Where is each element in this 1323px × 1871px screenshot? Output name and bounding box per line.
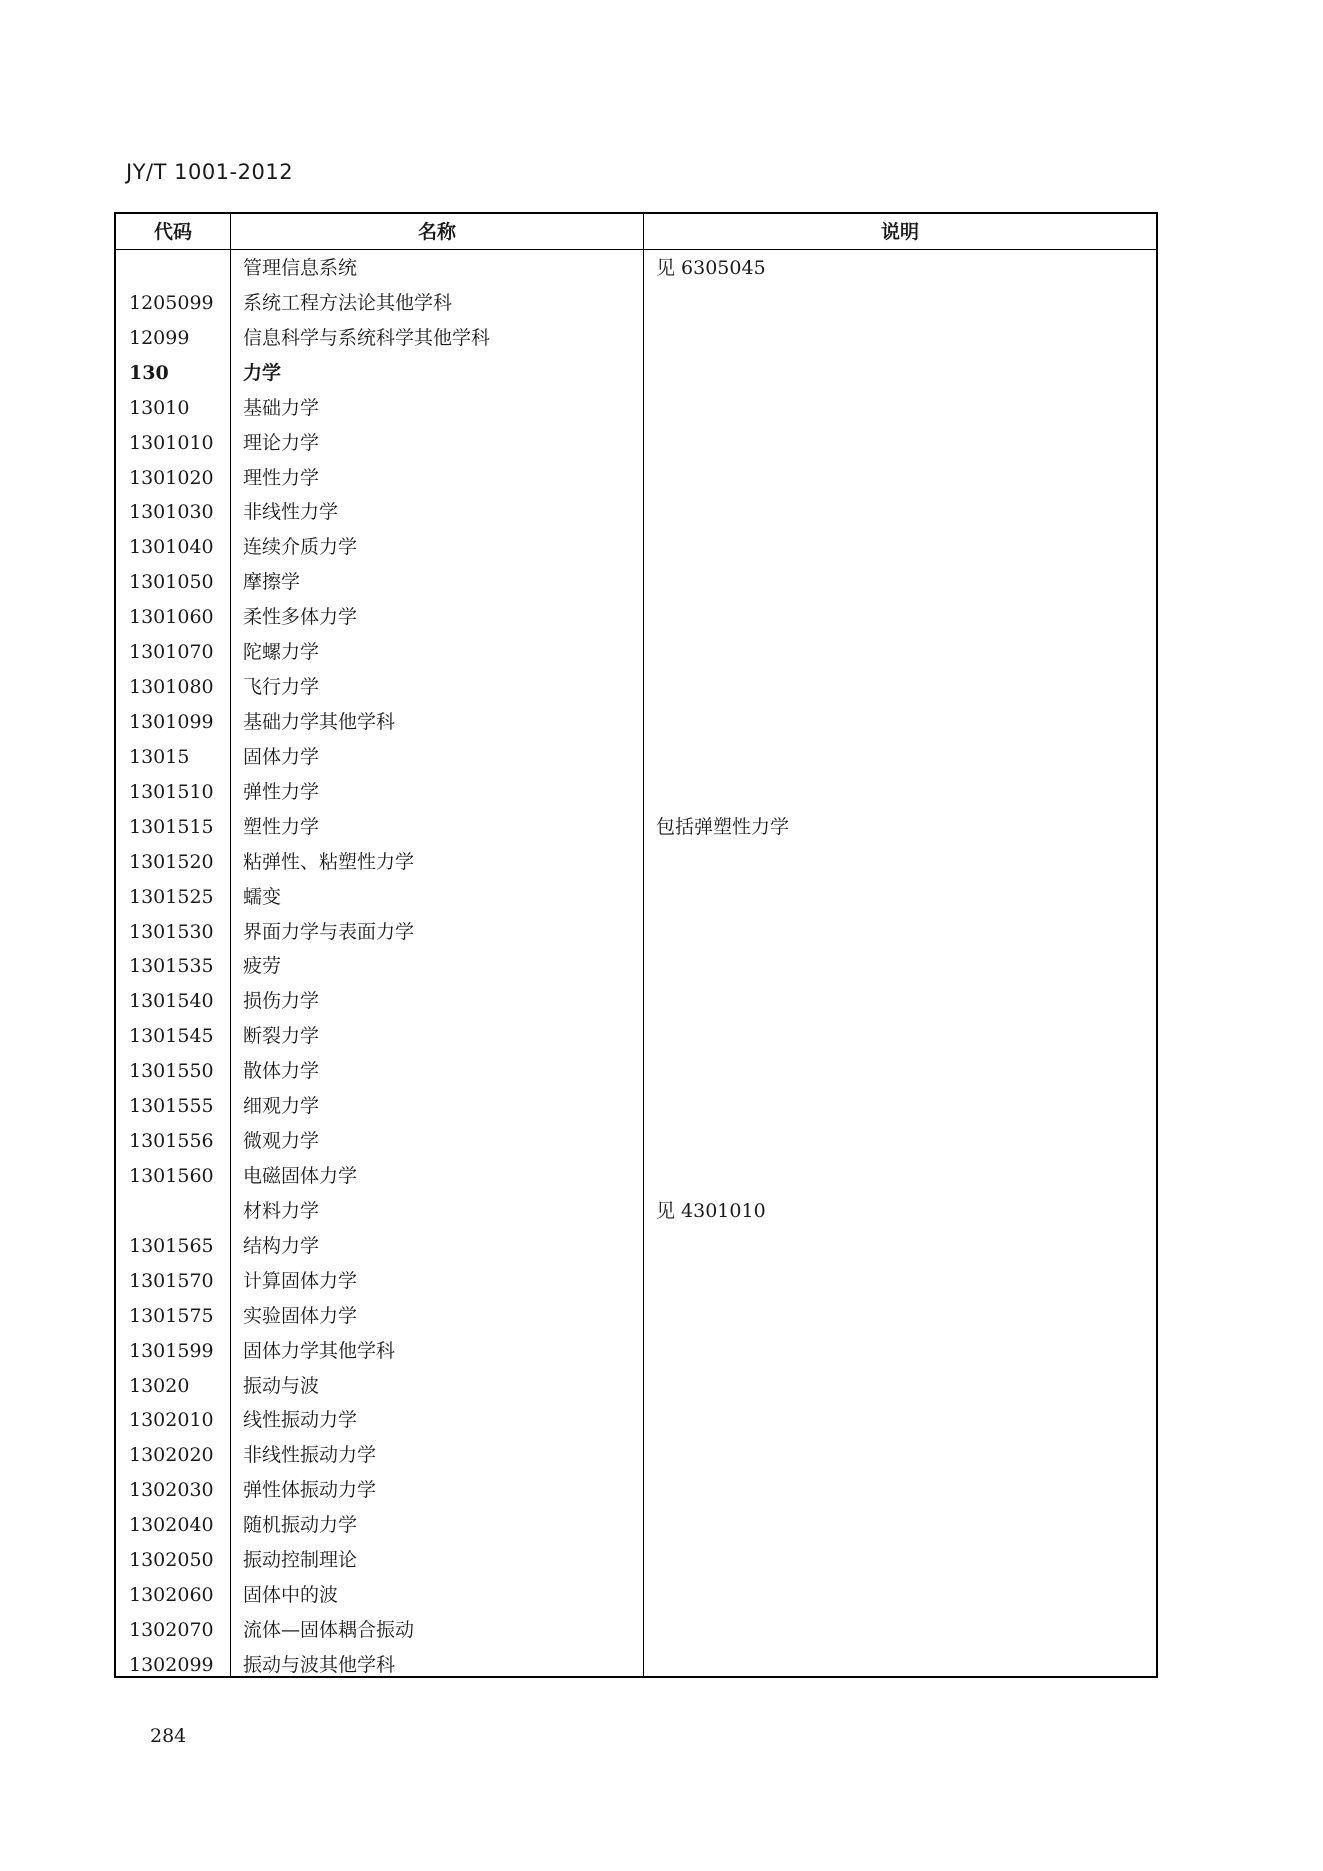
row-name: 计算固体力学 [243, 1269, 358, 1292]
table-row [116, 1124, 1156, 1159]
row-name: 固体力学其他学科 [243, 1339, 396, 1362]
row-code: 1301010 [129, 431, 214, 454]
row-name: 材料力学 [243, 1199, 320, 1222]
row-code: 12099 [129, 326, 190, 349]
row-name: 蠕变 [243, 885, 282, 908]
table-body [116, 251, 1156, 1683]
row-note: 见 4301010 [656, 1199, 766, 1222]
row-code: 1301050 [129, 571, 214, 594]
table-row [116, 740, 1156, 775]
row-name: 理性力学 [243, 466, 320, 489]
column-header-note: 说明 [880, 221, 919, 243]
row-name: 非线性振动力学 [243, 1444, 377, 1467]
table-row [116, 286, 1156, 321]
row-code: 1302020 [129, 1444, 214, 1467]
table-row [116, 984, 1156, 1019]
row-code: 1301560 [129, 1164, 214, 1187]
row-name: 管理信息系统 [243, 257, 358, 279]
row-name: 随机振动力学 [243, 1514, 358, 1537]
table-row [116, 1508, 1156, 1543]
row-code: 1302060 [129, 1584, 214, 1607]
row-name: 断裂力学 [243, 1025, 320, 1048]
table-row [116, 1543, 1156, 1578]
table-row [116, 1403, 1156, 1438]
row-code: 1301545 [129, 1025, 214, 1048]
table-row [116, 1299, 1156, 1334]
row-name: 固体力学 [243, 745, 320, 768]
row-name: 柔性多体力学 [243, 606, 358, 629]
row-name: 细观力学 [243, 1095, 320, 1118]
row-name: 系统工程方法论其他学科 [243, 291, 453, 314]
row-code: 1301040 [129, 536, 214, 559]
table-row [116, 426, 1156, 461]
table-row [116, 461, 1156, 496]
row-name: 振动与波 [243, 1374, 320, 1397]
document-header: JY/T 1001-2012 [126, 160, 294, 184]
row-code: 1301530 [129, 920, 214, 943]
row-name: 弹性体振动力学 [243, 1479, 377, 1502]
row-code: 1301540 [129, 990, 214, 1013]
table-row [116, 530, 1156, 565]
row-name: 流体—固体耦合振动 [243, 1618, 415, 1641]
row-code: 1301060 [129, 606, 214, 629]
table-row [116, 1089, 1156, 1124]
table-row [116, 600, 1156, 635]
row-code: 1301556 [129, 1130, 214, 1153]
row-code: 1301099 [129, 710, 214, 733]
row-name: 非线性力学 [243, 501, 339, 524]
table-row [116, 356, 1156, 391]
table-row [116, 775, 1156, 810]
table-row [116, 1054, 1156, 1089]
row-code: 13015 [129, 745, 190, 768]
table-row [116, 1473, 1156, 1508]
row-code: 1301550 [129, 1060, 214, 1083]
table-row [116, 251, 1156, 286]
row-name: 基础力学 [243, 396, 320, 419]
row-code: 1301535 [129, 955, 214, 978]
table-row [116, 495, 1156, 530]
row-name: 振动与波其他学科 [243, 1653, 396, 1676]
row-code: 1301510 [129, 780, 214, 803]
row-name: 损伤力学 [243, 990, 320, 1013]
row-name: 粘弹性、粘塑性力学 [243, 850, 415, 873]
table-row [116, 1369, 1156, 1404]
row-name: 理论力学 [243, 431, 320, 454]
row-code: 1301570 [129, 1269, 214, 1292]
table-row [116, 1159, 1156, 1194]
row-name: 电磁固体力学 [243, 1164, 358, 1187]
table-row [116, 845, 1156, 880]
row-note: 见 6305045 [656, 257, 766, 279]
row-name: 信息科学与系统科学其他学科 [243, 326, 491, 349]
row-name: 弹性力学 [243, 780, 320, 803]
row-name: 界面力学与表面力学 [243, 920, 415, 943]
row-name: 力学 [243, 361, 282, 384]
table-row [116, 670, 1156, 705]
discipline-code-table [114, 212, 1158, 1678]
row-code: 1302099 [129, 1653, 214, 1676]
table-row [116, 1019, 1156, 1054]
table-row [116, 705, 1156, 740]
column-header-code: 代码 [153, 221, 192, 243]
table-row [116, 391, 1156, 426]
row-code: 1301020 [129, 466, 214, 489]
row-name: 陀螺力学 [243, 641, 320, 664]
row-code: 1302030 [129, 1479, 214, 1502]
row-note: 包括弹塑性力学 [656, 815, 790, 838]
row-code: 1301575 [129, 1304, 214, 1327]
row-name: 疲劳 [243, 955, 282, 978]
column-header-name: 名称 [417, 221, 456, 243]
row-code: 1302040 [129, 1514, 214, 1537]
table-row [116, 915, 1156, 950]
row-code: 1301030 [129, 501, 214, 524]
row-name: 散体力学 [243, 1060, 320, 1083]
row-code: 1205099 [129, 291, 214, 314]
row-name: 连续介质力学 [243, 536, 358, 559]
row-code: 1301070 [129, 641, 214, 664]
table-row [116, 1334, 1156, 1369]
row-code: 1301515 [129, 815, 214, 838]
row-code: 1301599 [129, 1339, 214, 1362]
row-code: 1302010 [129, 1409, 214, 1432]
row-name: 线性振动力学 [243, 1409, 358, 1432]
row-code: 1301555 [129, 1095, 214, 1118]
table-row [116, 1229, 1156, 1264]
row-code: 1302050 [129, 1549, 214, 1572]
table-row [116, 1264, 1156, 1299]
row-code: 1301520 [129, 850, 214, 873]
table-row [116, 321, 1156, 356]
row-name: 微观力学 [243, 1130, 320, 1153]
row-code: 1301565 [129, 1234, 214, 1257]
row-code: 1301525 [129, 885, 214, 908]
row-name: 塑性力学 [243, 815, 320, 838]
table-row [116, 880, 1156, 915]
table-row [116, 1194, 1156, 1229]
row-name: 基础力学其他学科 [243, 710, 396, 733]
row-code: 1301080 [129, 676, 214, 699]
row-code: 130 [129, 361, 169, 384]
row-code: 13020 [129, 1374, 190, 1397]
table-row [116, 565, 1156, 600]
table-row [116, 1578, 1156, 1613]
row-code: 1302070 [129, 1618, 214, 1641]
row-code: 13010 [129, 396, 190, 419]
table-row [116, 1438, 1156, 1473]
row-name: 摩擦学 [243, 571, 301, 594]
table-row [116, 1648, 1156, 1683]
row-name: 结构力学 [243, 1234, 320, 1257]
row-name: 固体中的波 [243, 1584, 339, 1607]
row-name: 振动控制理论 [243, 1549, 358, 1572]
table-row [116, 635, 1156, 670]
row-name: 飞行力学 [243, 676, 320, 699]
table-row [116, 1613, 1156, 1648]
table-row [116, 949, 1156, 984]
page-number: 284 [150, 1725, 187, 1747]
row-name: 实验固体力学 [243, 1304, 358, 1327]
table-row [116, 810, 1156, 845]
